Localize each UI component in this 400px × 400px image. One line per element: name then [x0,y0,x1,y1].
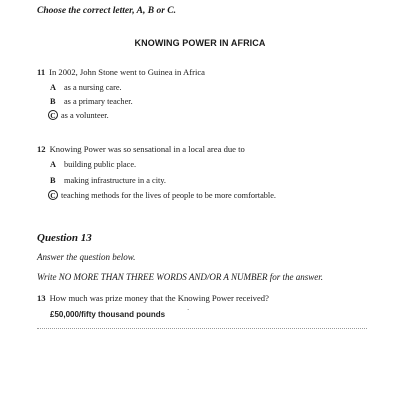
question-12 [37,144,245,154]
option-letter: A [50,160,56,169]
question-number: 13 [37,293,46,303]
option-text: as a primary teacher. [64,97,133,106]
section-title: KNOWING POWER IN AFRICA [134,38,266,48]
q12-option-c-selected[interactable] [48,190,276,200]
option-text: teaching methods for the lives of people to be more comfortable. [61,191,276,200]
question-13 [37,293,269,303]
answer-text[interactable]: £50,000/fifty thousand pounds [50,310,166,319]
question-13-heading: Question 13 [37,232,92,244]
question-text: In 2002, John Stone went to Guinea in Africa [49,67,205,77]
option-letter: B [50,97,56,106]
option-text: as a volunteer. [61,111,109,120]
selected-answer-circle: C [48,190,58,200]
instruction-text: Choose the correct letter, A, B or C. [37,6,176,16]
answer-instruction: Answer the question below. [37,252,136,262]
q11-option-b[interactable] [50,97,133,106]
q11-option-c-selected[interactable] [48,110,109,120]
word-limit-instruction: Write NO MORE THAN THREE WORDS AND/OR A NUMBER for the answer. [37,272,323,282]
q12-option-b[interactable] [50,176,166,185]
question-number: 12 [37,144,46,154]
pencil-mark: ´ [187,308,190,316]
option-letter: A [50,83,56,92]
q11-option-a[interactable] [50,83,122,92]
question-text: How much was prize money that the Knowing Power received? [49,293,269,303]
q12-option-a[interactable] [50,160,136,169]
question-11 [37,67,205,77]
option-text: as a nursing care. [64,83,122,92]
dotted-divider [37,328,367,329]
option-text: building public place. [64,160,137,169]
question-number: 11 [37,67,46,77]
option-letter: B [50,176,56,185]
selected-answer-circle: C [48,110,58,120]
option-text: making infrastructure in a city. [64,176,166,185]
question-text: Knowing Power was so sensational in a local area due to [49,144,245,154]
